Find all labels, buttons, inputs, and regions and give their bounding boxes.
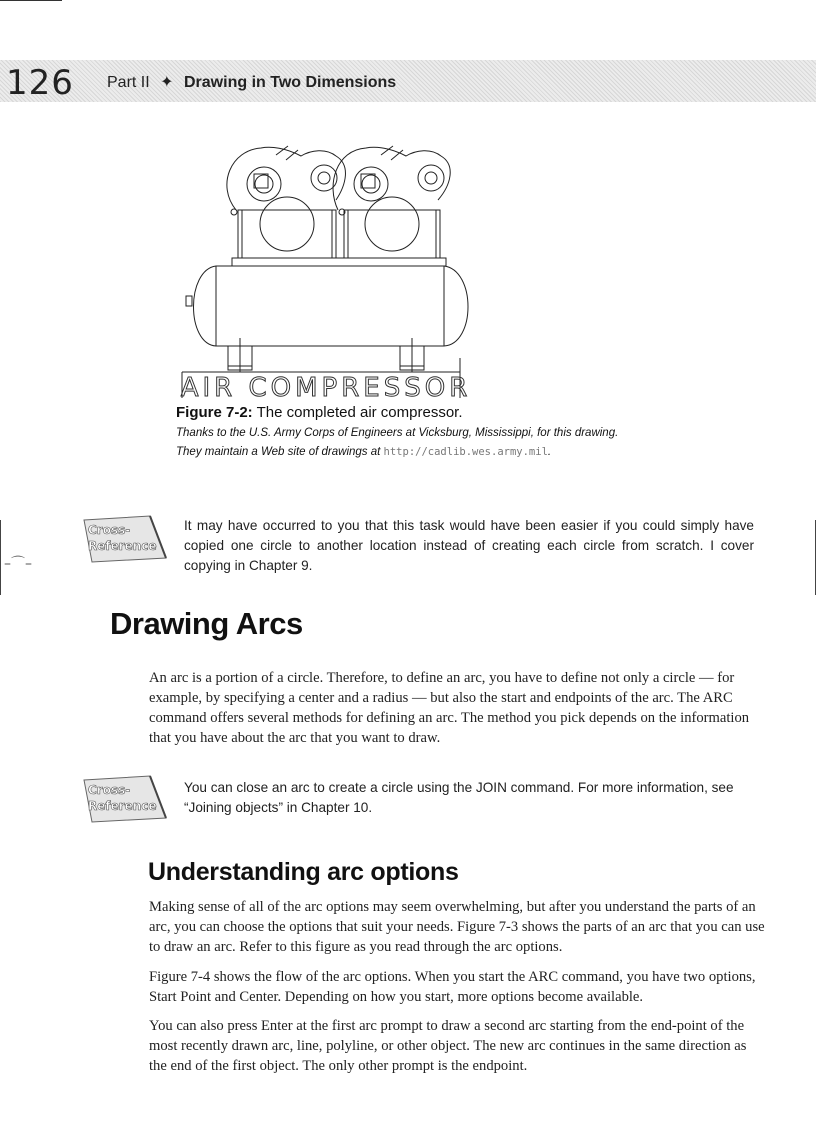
subsection-heading: Understanding arc options bbox=[148, 858, 459, 886]
separator-icon: ✦ bbox=[160, 74, 174, 91]
figure-caption bbox=[176, 404, 636, 462]
cross-reference-icon bbox=[80, 512, 170, 564]
subsection-paragraph: Figure 7-4 shows the flow of the arc options. When you start the ARC command, you have two options, Start Point and Center. Depending on how you start, more options become available. bbox=[149, 969, 756, 1005]
chapter-title: Drawing in Two Dimensions bbox=[184, 74, 397, 91]
credit-end: . bbox=[547, 446, 552, 458]
left-valve-inner bbox=[318, 172, 330, 184]
cross-reference-note: It may have occurred to you that this task would have been easier if you could simply have copied one circle to another location instead of creating each circle from scratch. I cover copying in Chapter 9. bbox=[184, 518, 754, 573]
page-number: 126 bbox=[6, 63, 74, 103]
tank-outline bbox=[194, 266, 469, 346]
section-paragraph: An arc is a portion of a circle. Therefore, to define an arc, you have to define not only a circle — for example, by specifying a center and a radius — but also the start and endpoints of the arc. The ARC command offers several methods for defining an arc. The method you pick depends on the information that you have about the arc that you want to draw. bbox=[149, 670, 750, 746]
left-head-circle bbox=[247, 167, 281, 201]
drawing-label: AIR COMPRESSOR bbox=[180, 373, 472, 398]
cross-reference-note: You can close an arc to create a circle using the JOIN command. For more information, see “Joining objects” in Chapter 10. bbox=[184, 780, 734, 815]
right-valve bbox=[418, 165, 444, 191]
right-cylinder-circle bbox=[365, 197, 419, 251]
svg-text:Reference: Reference bbox=[88, 799, 157, 813]
figure-caption-text: The completed air compressor. bbox=[252, 404, 463, 421]
margin-rule bbox=[0, 520, 1, 595]
margin-mark: –⌒– bbox=[4, 556, 32, 572]
right-head-outline bbox=[333, 147, 450, 210]
left-head-outline bbox=[227, 147, 346, 210]
subsection-paragraph: You can also press Enter at the first arc prompt to draw a second arc starting from the end-point of the most recently drawn arc, line, polyline, or other object. The new arc continues in the same direction as the end of the first object. The only other prompt is the endpoint. bbox=[149, 1018, 747, 1074]
cross-reference-icon bbox=[80, 772, 170, 824]
right-valve-inner bbox=[425, 172, 437, 184]
figure-label: Figure 7-2: bbox=[176, 404, 253, 421]
head-hatch bbox=[276, 146, 288, 155]
credit-link[interactable]: http://cadlib.wes.army.mil bbox=[383, 446, 548, 458]
crop-mark bbox=[0, 0, 62, 1]
head-hatch bbox=[381, 146, 393, 155]
left-port bbox=[231, 209, 237, 215]
mount-plate bbox=[232, 258, 446, 266]
svg-text:Reference: Reference bbox=[88, 539, 157, 553]
left-head-block bbox=[254, 174, 268, 188]
figure-credit: Thanks to the U.S. Army Corps of Engineers at Vicksburg, Mississippi, for this drawing. They maintain a Web site of drawings at bbox=[176, 427, 619, 458]
section-heading: Drawing Arcs bbox=[110, 606, 303, 641]
subsection-paragraph: Making sense of all of the arc options may seem overwhelming, but after you understand the parts of an arc, you can choose the options that suit your needs. Figure 7-3 shows the parts of an arc that you can use to draw an arc. Refer to this figure as you read through the arc options. bbox=[149, 899, 765, 955]
running-header bbox=[107, 72, 396, 92]
left-cylinder-circle bbox=[260, 197, 314, 251]
svg-text:Cross-: Cross- bbox=[88, 783, 131, 797]
air-compressor-drawing bbox=[176, 140, 476, 398]
svg-text:Cross-: Cross- bbox=[88, 523, 131, 537]
right-head-block bbox=[361, 174, 375, 188]
right-head-inner bbox=[362, 175, 380, 193]
right-head-circle bbox=[354, 167, 388, 201]
tank-fitting bbox=[186, 296, 192, 306]
part-label: Part II bbox=[107, 74, 150, 91]
left-head-inner bbox=[255, 175, 273, 193]
